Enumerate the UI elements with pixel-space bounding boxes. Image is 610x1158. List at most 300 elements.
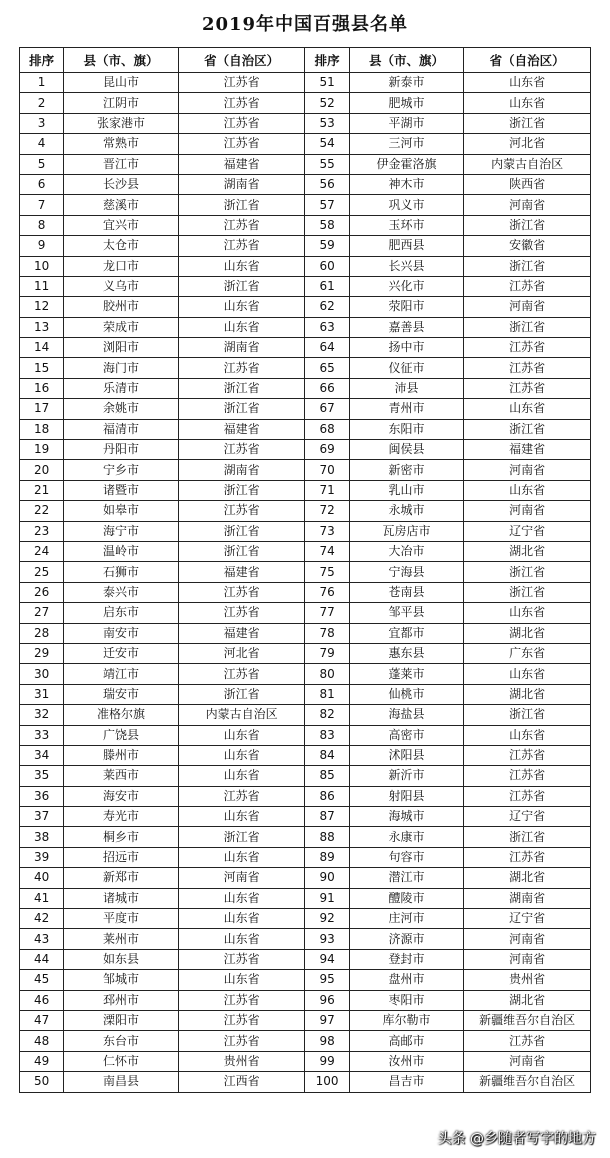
cell-county: 沛县	[349, 378, 464, 398]
cell-province: 山东省	[464, 399, 591, 419]
table-row	[20, 1031, 591, 1051]
cell-province: 辽宁省	[464, 909, 591, 929]
cell-county: 乳山市	[349, 480, 464, 500]
cell-county: 惠东县	[349, 643, 464, 663]
cell-rank: 77	[305, 603, 349, 623]
cell-province: 江苏省	[178, 73, 305, 93]
cell-county: 瑞安市	[64, 684, 179, 704]
cell-province: 福建省	[178, 562, 305, 582]
cell-province: 湖南省	[178, 174, 305, 194]
watermark: 头条 @乡随者写字的地方	[437, 1131, 596, 1147]
cell-rank: 4	[20, 134, 64, 154]
header-province: 省（自治区）	[178, 48, 305, 73]
cell-province: 江西省	[178, 1072, 305, 1092]
table-row	[20, 338, 591, 358]
cell-rank: 51	[305, 73, 349, 93]
cell-rank: 46	[20, 990, 64, 1010]
cell-rank: 96	[305, 990, 349, 1010]
cell-county: 温岭市	[64, 541, 179, 561]
cell-rank: 31	[20, 684, 64, 704]
cell-rank: 99	[305, 1051, 349, 1071]
cell-province: 江苏省	[178, 1010, 305, 1030]
cell-rank: 78	[305, 623, 349, 643]
cell-rank: 47	[20, 1010, 64, 1030]
table-row	[20, 73, 591, 93]
cell-province: 河南省	[178, 868, 305, 888]
table-row	[20, 582, 591, 602]
cell-province: 山东省	[178, 297, 305, 317]
table-row	[20, 888, 591, 908]
cell-province: 湖北省	[464, 541, 591, 561]
cell-county: 海安市	[64, 786, 179, 806]
cell-province: 江苏省	[464, 786, 591, 806]
cell-rank: 23	[20, 521, 64, 541]
table-row	[20, 929, 591, 949]
cell-province: 江苏省	[178, 582, 305, 602]
cell-county: 扬中市	[349, 338, 464, 358]
cell-province: 河南省	[464, 297, 591, 317]
cell-province: 山东省	[464, 73, 591, 93]
cell-rank: 8	[20, 215, 64, 235]
header-province: 省（自治区）	[464, 48, 591, 73]
cell-rank: 3	[20, 113, 64, 133]
cell-province: 江苏省	[178, 990, 305, 1010]
cell-county: 龙口市	[64, 256, 179, 276]
cell-rank: 81	[305, 684, 349, 704]
cell-county: 莱西市	[64, 766, 179, 786]
cell-province: 河南省	[464, 1051, 591, 1071]
cell-rank: 76	[305, 582, 349, 602]
cell-province: 浙江省	[464, 317, 591, 337]
table-row	[20, 745, 591, 765]
cell-county: 长沙县	[64, 174, 179, 194]
cell-county: 海门市	[64, 358, 179, 378]
cell-rank: 26	[20, 582, 64, 602]
cell-rank: 88	[305, 827, 349, 847]
cell-rank: 20	[20, 460, 64, 480]
cell-rank: 19	[20, 440, 64, 460]
cell-county: 庄河市	[349, 909, 464, 929]
cell-county: 如皋市	[64, 501, 179, 521]
cell-rank: 17	[20, 399, 64, 419]
cell-rank: 42	[20, 909, 64, 929]
cell-county: 高密市	[349, 725, 464, 745]
cell-province: 湖北省	[464, 868, 591, 888]
table-row	[20, 1072, 591, 1092]
cell-province: 浙江省	[464, 113, 591, 133]
cell-county: 枣阳市	[349, 990, 464, 1010]
cell-county: 石狮市	[64, 562, 179, 582]
cell-county: 嘉善县	[349, 317, 464, 337]
table-row	[20, 480, 591, 500]
cell-province: 河南省	[464, 195, 591, 215]
cell-county: 泰兴市	[64, 582, 179, 602]
cell-county: 迁安市	[64, 643, 179, 663]
cell-province: 浙江省	[464, 827, 591, 847]
header-rank: 排序	[305, 48, 349, 73]
cell-county: 广饶县	[64, 725, 179, 745]
table-row	[20, 440, 591, 460]
cell-county: 仁怀市	[64, 1051, 179, 1071]
cell-province: 湖北省	[464, 990, 591, 1010]
cell-province: 山东省	[178, 909, 305, 929]
table-row	[20, 215, 591, 235]
cell-rank: 53	[305, 113, 349, 133]
cell-county: 巩义市	[349, 195, 464, 215]
cell-province: 河南省	[464, 929, 591, 949]
cell-rank: 59	[305, 236, 349, 256]
cell-province: 浙江省	[178, 684, 305, 704]
table-row	[20, 603, 591, 623]
cell-county: 昆山市	[64, 73, 179, 93]
cell-county: 宜兴市	[64, 215, 179, 235]
cell-province: 浙江省	[178, 399, 305, 419]
cell-county: 盘州市	[349, 970, 464, 990]
cell-province: 江苏省	[178, 1031, 305, 1051]
cell-rank: 63	[305, 317, 349, 337]
cell-county: 张家港市	[64, 113, 179, 133]
table-row	[20, 134, 591, 154]
cell-county: 句容市	[349, 847, 464, 867]
cell-county: 瓦房店市	[349, 521, 464, 541]
cell-county: 兴化市	[349, 276, 464, 296]
cell-province: 辽宁省	[464, 807, 591, 827]
cell-county: 丹阳市	[64, 440, 179, 460]
cell-county: 荣成市	[64, 317, 179, 337]
cell-province: 山东省	[464, 480, 591, 500]
table-row	[20, 521, 591, 541]
cell-county: 肥城市	[349, 93, 464, 113]
cell-county: 南昌县	[64, 1072, 179, 1092]
cell-province: 浙江省	[464, 256, 591, 276]
cell-rank: 48	[20, 1031, 64, 1051]
cell-province: 浙江省	[178, 276, 305, 296]
cell-province: 湖南省	[178, 460, 305, 480]
cell-rank: 79	[305, 643, 349, 663]
table-row	[20, 949, 591, 969]
cell-county: 永城市	[349, 501, 464, 521]
cell-province: 山东省	[178, 317, 305, 337]
cell-province: 山东省	[464, 93, 591, 113]
cell-rank: 34	[20, 745, 64, 765]
cell-province: 湖南省	[464, 888, 591, 908]
cell-county: 伊金霍洛旗	[349, 154, 464, 174]
cell-county: 海宁市	[64, 521, 179, 541]
table-row	[20, 623, 591, 643]
cell-county: 启东市	[64, 603, 179, 623]
cell-province: 河北省	[178, 643, 305, 663]
cell-province: 新疆维吾尔自治区	[464, 1072, 591, 1092]
cell-rank: 41	[20, 888, 64, 908]
cell-county: 神木市	[349, 174, 464, 194]
cell-rank: 27	[20, 603, 64, 623]
cell-province: 江苏省	[178, 501, 305, 521]
table-row	[20, 684, 591, 704]
cell-province: 河南省	[464, 949, 591, 969]
cell-province: 内蒙古自治区	[178, 705, 305, 725]
cell-county: 新泰市	[349, 73, 464, 93]
cell-county: 莱州市	[64, 929, 179, 949]
cell-rank: 12	[20, 297, 64, 317]
cell-county: 闽侯县	[349, 440, 464, 460]
cell-county: 招远市	[64, 847, 179, 867]
cell-county: 准格尔旗	[64, 705, 179, 725]
cell-rank: 94	[305, 949, 349, 969]
cell-rank: 62	[305, 297, 349, 317]
cell-province: 辽宁省	[464, 521, 591, 541]
cell-rank: 16	[20, 378, 64, 398]
cell-county: 汝州市	[349, 1051, 464, 1071]
cell-county: 高邮市	[349, 1031, 464, 1051]
cell-rank: 84	[305, 745, 349, 765]
cell-county: 新密市	[349, 460, 464, 480]
cell-province: 江苏省	[464, 358, 591, 378]
cell-rank: 75	[305, 562, 349, 582]
cell-county: 醴陵市	[349, 888, 464, 908]
cell-rank: 10	[20, 256, 64, 276]
cell-rank: 73	[305, 521, 349, 541]
cell-province: 福建省	[178, 154, 305, 174]
cell-rank: 45	[20, 970, 64, 990]
cell-rank: 80	[305, 664, 349, 684]
cell-rank: 24	[20, 541, 64, 561]
cell-county: 东阳市	[349, 419, 464, 439]
table-row	[20, 562, 591, 582]
cell-province: 福建省	[178, 623, 305, 643]
cell-county: 平度市	[64, 909, 179, 929]
cell-county: 胶州市	[64, 297, 179, 317]
cell-county: 靖江市	[64, 664, 179, 684]
cell-province: 安徽省	[464, 236, 591, 256]
table-row	[20, 990, 591, 1010]
cell-province: 山东省	[178, 970, 305, 990]
cell-rank: 64	[305, 338, 349, 358]
cell-province: 江苏省	[178, 664, 305, 684]
cell-province: 江苏省	[178, 786, 305, 806]
cell-rank: 6	[20, 174, 64, 194]
cell-province: 福建省	[178, 419, 305, 439]
cell-rank: 7	[20, 195, 64, 215]
cell-rank: 72	[305, 501, 349, 521]
cell-rank: 32	[20, 705, 64, 725]
table-row	[20, 154, 591, 174]
cell-province: 江苏省	[464, 338, 591, 358]
cell-rank: 56	[305, 174, 349, 194]
cell-province: 山东省	[178, 847, 305, 867]
cell-county: 乐清市	[64, 378, 179, 398]
cell-county: 江阴市	[64, 93, 179, 113]
cell-county: 如东县	[64, 949, 179, 969]
cell-county: 邹平县	[349, 603, 464, 623]
cell-rank: 92	[305, 909, 349, 929]
cell-province: 江苏省	[178, 236, 305, 256]
cell-province: 江苏省	[464, 1031, 591, 1051]
table-row	[20, 419, 591, 439]
cell-province: 江苏省	[464, 276, 591, 296]
cell-rank: 37	[20, 807, 64, 827]
cell-province: 江苏省	[178, 113, 305, 133]
table-row	[20, 358, 591, 378]
table-row	[20, 725, 591, 745]
table-row	[20, 1010, 591, 1030]
cell-rank: 40	[20, 868, 64, 888]
cell-rank: 61	[305, 276, 349, 296]
table-row	[20, 236, 591, 256]
cell-province: 河南省	[464, 460, 591, 480]
cell-province: 山东省	[464, 664, 591, 684]
cell-county: 海盐县	[349, 705, 464, 725]
cell-province: 山东省	[178, 725, 305, 745]
cell-county: 蓬莱市	[349, 664, 464, 684]
cell-province: 山东省	[178, 766, 305, 786]
cell-county: 三河市	[349, 134, 464, 154]
cell-province: 江苏省	[464, 745, 591, 765]
cell-province: 浙江省	[178, 521, 305, 541]
cell-rank: 29	[20, 643, 64, 663]
cell-province: 贵州省	[464, 970, 591, 990]
cell-county: 永康市	[349, 827, 464, 847]
cell-rank: 91	[305, 888, 349, 908]
cell-county: 苍南县	[349, 582, 464, 602]
cell-county: 诸城市	[64, 888, 179, 908]
cell-province: 湖北省	[464, 684, 591, 704]
cell-county: 沭阳县	[349, 745, 464, 765]
table-row	[20, 378, 591, 398]
cell-rank: 67	[305, 399, 349, 419]
cell-rank: 25	[20, 562, 64, 582]
cell-county: 济源市	[349, 929, 464, 949]
table-row	[20, 93, 591, 113]
cell-province: 山东省	[178, 888, 305, 908]
cell-county: 青州市	[349, 399, 464, 419]
cell-county: 余姚市	[64, 399, 179, 419]
cell-province: 湖南省	[178, 338, 305, 358]
cell-province: 山东省	[178, 256, 305, 276]
cell-province: 江苏省	[178, 440, 305, 460]
county-ranking-table	[19, 47, 591, 1093]
cell-rank: 33	[20, 725, 64, 745]
table-row	[20, 256, 591, 276]
cell-province: 江苏省	[178, 215, 305, 235]
cell-province: 贵州省	[178, 1051, 305, 1071]
cell-county: 义乌市	[64, 276, 179, 296]
cell-rank: 9	[20, 236, 64, 256]
table-row	[20, 643, 591, 663]
cell-rank: 28	[20, 623, 64, 643]
cell-rank: 95	[305, 970, 349, 990]
cell-province: 浙江省	[178, 378, 305, 398]
cell-rank: 89	[305, 847, 349, 867]
cell-province: 浙江省	[464, 582, 591, 602]
cell-province: 浙江省	[178, 541, 305, 561]
cell-rank: 60	[305, 256, 349, 276]
cell-rank: 71	[305, 480, 349, 500]
cell-rank: 39	[20, 847, 64, 867]
cell-county: 仪征市	[349, 358, 464, 378]
cell-county: 仙桃市	[349, 684, 464, 704]
cell-rank: 18	[20, 419, 64, 439]
cell-province: 新疆维吾尔自治区	[464, 1010, 591, 1030]
cell-rank: 52	[305, 93, 349, 113]
table-row	[20, 174, 591, 194]
cell-rank: 90	[305, 868, 349, 888]
cell-province: 山东省	[464, 603, 591, 623]
cell-county: 长兴县	[349, 256, 464, 276]
cell-rank: 43	[20, 929, 64, 949]
cell-county: 昌吉市	[349, 1072, 464, 1092]
table-row	[20, 847, 591, 867]
cell-province: 浙江省	[178, 195, 305, 215]
cell-province: 陕西省	[464, 174, 591, 194]
cell-rank: 21	[20, 480, 64, 500]
cell-rank: 30	[20, 664, 64, 684]
table-row	[20, 317, 591, 337]
cell-province: 湖北省	[464, 623, 591, 643]
table-row	[20, 113, 591, 133]
cell-province: 山东省	[178, 745, 305, 765]
cell-county: 太仓市	[64, 236, 179, 256]
cell-rank: 50	[20, 1072, 64, 1092]
cell-province: 河北省	[464, 134, 591, 154]
cell-rank: 93	[305, 929, 349, 949]
cell-province: 山东省	[178, 807, 305, 827]
cell-rank: 82	[305, 705, 349, 725]
cell-rank: 69	[305, 440, 349, 460]
cell-rank: 36	[20, 786, 64, 806]
cell-province: 福建省	[464, 440, 591, 460]
cell-rank: 44	[20, 949, 64, 969]
cell-province: 内蒙古自治区	[464, 154, 591, 174]
table-row	[20, 399, 591, 419]
cell-county: 潜江市	[349, 868, 464, 888]
cell-rank: 13	[20, 317, 64, 337]
cell-county: 新郑市	[64, 868, 179, 888]
cell-province: 山东省	[178, 929, 305, 949]
cell-rank: 68	[305, 419, 349, 439]
cell-rank: 15	[20, 358, 64, 378]
table-row	[20, 460, 591, 480]
cell-rank: 38	[20, 827, 64, 847]
cell-province: 河南省	[464, 501, 591, 521]
cell-rank: 54	[305, 134, 349, 154]
cell-province: 江苏省	[464, 847, 591, 867]
table-row	[20, 868, 591, 888]
cell-rank: 22	[20, 501, 64, 521]
cell-county: 桐乡市	[64, 827, 179, 847]
cell-county: 荥阳市	[349, 297, 464, 317]
cell-county: 晋江市	[64, 154, 179, 174]
table-row	[20, 807, 591, 827]
cell-county: 玉环市	[349, 215, 464, 235]
cell-rank: 70	[305, 460, 349, 480]
cell-rank: 55	[305, 154, 349, 174]
cell-rank: 66	[305, 378, 349, 398]
cell-rank: 1	[20, 73, 64, 93]
table-row	[20, 705, 591, 725]
cell-province: 广东省	[464, 643, 591, 663]
cell-county: 宜都市	[349, 623, 464, 643]
cell-county: 海城市	[349, 807, 464, 827]
cell-rank: 57	[305, 195, 349, 215]
cell-province: 江苏省	[178, 603, 305, 623]
cell-county: 大冶市	[349, 541, 464, 561]
cell-province: 山东省	[464, 725, 591, 745]
cell-rank: 65	[305, 358, 349, 378]
cell-rank: 35	[20, 766, 64, 786]
table-row	[20, 541, 591, 561]
table-row	[20, 1051, 591, 1071]
table-row	[20, 195, 591, 215]
